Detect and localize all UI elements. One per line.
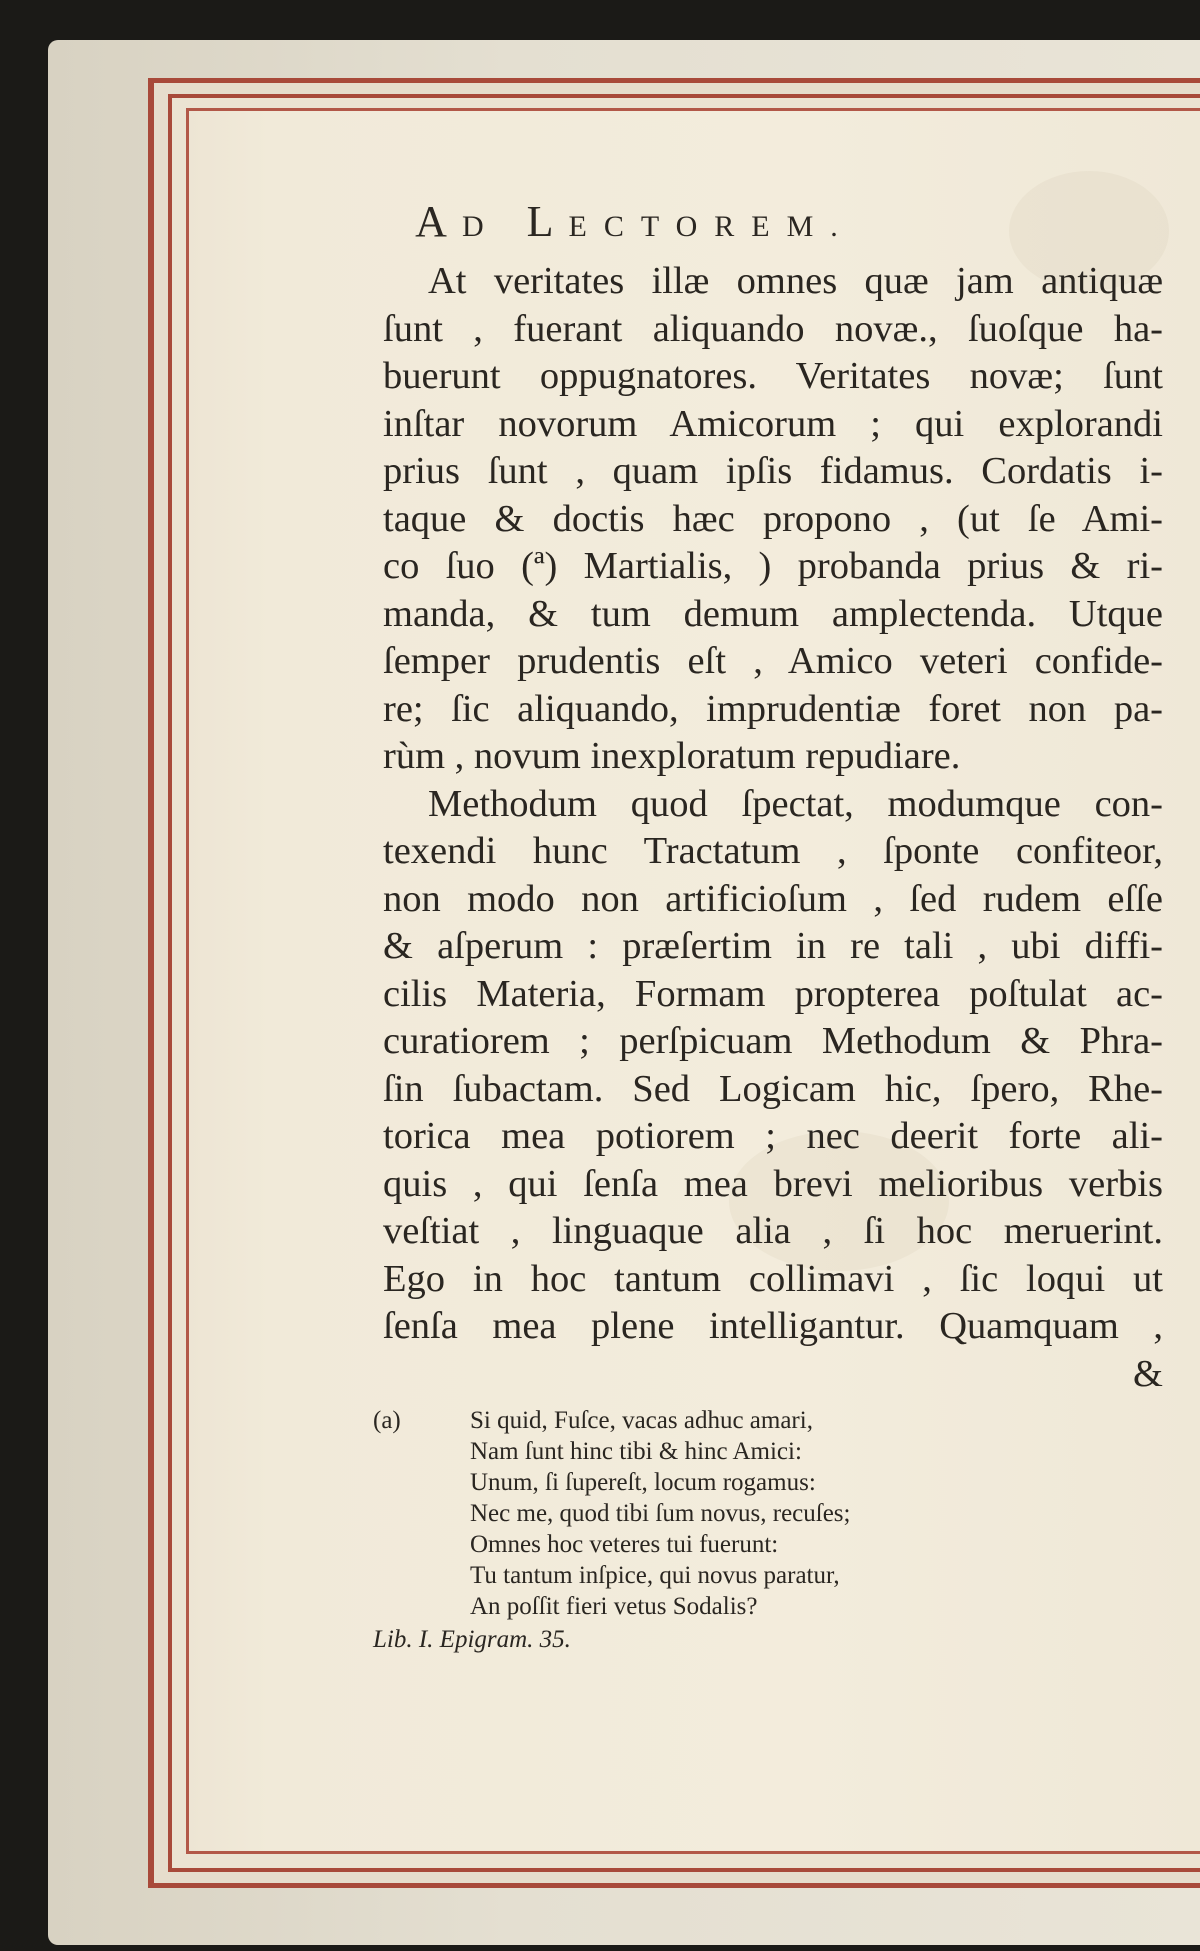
text-line: curatiorem ; perſpicuam Methodum & Phra- xyxy=(383,1020,1163,1062)
footnote xyxy=(373,1405,1093,1655)
text-line: ſenſa mea plene intelligantur. Quamquam , xyxy=(383,1305,1163,1347)
footnote-mark: (a) xyxy=(373,1407,401,1434)
catchword: & xyxy=(1133,1352,1163,1395)
text-line: taque & doctis hæc propono , (ut ſe Ami- xyxy=(383,497,1163,540)
header-initial-a: A xyxy=(415,197,462,246)
footnote-line: Unum, ſi ſupereſt, locum rogamus: xyxy=(470,1469,816,1496)
text-line: prius ſunt , quam ipſis fidamus. Cordatis i- xyxy=(383,450,1163,492)
text-line: texendi hunc Tractatum , ſponte confiteor, xyxy=(383,830,1163,872)
footnote-source: Lib. I. Epigram. 35. xyxy=(373,1626,571,1653)
text-line: veſtiat , linguaque alia , ſi hoc meruerint. xyxy=(383,1210,1163,1252)
footnote-line: Nec me, quod tibi ſum novus, recuſes; xyxy=(470,1500,851,1527)
text-line: At veritates illæ omnes quæ jam antiquæ xyxy=(428,260,1163,302)
text-line: cilis Materia, Formam propterea poſtulat ac- xyxy=(383,972,1163,1015)
text-line: rùm , novum inexploratum repudiare. xyxy=(383,735,961,777)
body-text xyxy=(383,258,1163,1398)
text-line: quis , qui ſenſa mea brevi melioribus verbis xyxy=(383,1162,1163,1205)
text-line: torica mea potiorem ; nec deerit forte ali- xyxy=(383,1115,1163,1157)
text-line: ſunt , fuerant aliquando novæ., ſuoſque ha- xyxy=(383,307,1163,350)
footnote-line: An poſſit fieri vetus Sodalis? xyxy=(470,1593,758,1620)
header-small-rest: ECTOREM. xyxy=(568,210,855,243)
header-initial-l: L xyxy=(526,197,569,246)
text-line: Methodum quod ſpectat, modumque con- xyxy=(428,782,1163,825)
text-line: buerunt oppugnatores. Veritates novæ; ſunt xyxy=(383,355,1163,397)
text-line: inſtar novorum Amicorum ; qui explorandi xyxy=(383,402,1163,445)
footnote-line: Si quid, Fuſce, vacas adhuc amari, xyxy=(470,1407,813,1434)
footnote-line: Tu tantum inſpice, qui novus paratur, xyxy=(470,1562,840,1589)
text-line: co ſuo (ª) Martialis, ) probanda prius & ri- xyxy=(383,545,1163,587)
running-header xyxy=(0,196,1200,247)
header-small-d: D xyxy=(461,210,501,243)
footnote-line: Omnes hoc veteres tui fuerunt: xyxy=(470,1531,779,1558)
text-line: ſin ſubactam. Sed Logicam hic, ſpero, Rhe- xyxy=(383,1067,1163,1110)
footnote-line: Nam ſunt hinc tibi & hinc Amici: xyxy=(470,1438,802,1465)
text-line: Ego in hoc tantum collimavi , ſic loqui ut xyxy=(383,1257,1163,1300)
text-line: non modo non artificioſum , ſed rudem eſſe xyxy=(383,877,1163,920)
text-line: manda, & tum demum amplectenda. Utque xyxy=(383,592,1163,635)
text-line: & aſperum : præſertim in re tali , ubi diffi- xyxy=(383,925,1163,967)
text-line: ſemper prudentis eſt , Amico veteri confide- xyxy=(383,640,1163,682)
text-line: re; ſic aliquando, imprudentiæ foret non pa- xyxy=(383,687,1163,730)
